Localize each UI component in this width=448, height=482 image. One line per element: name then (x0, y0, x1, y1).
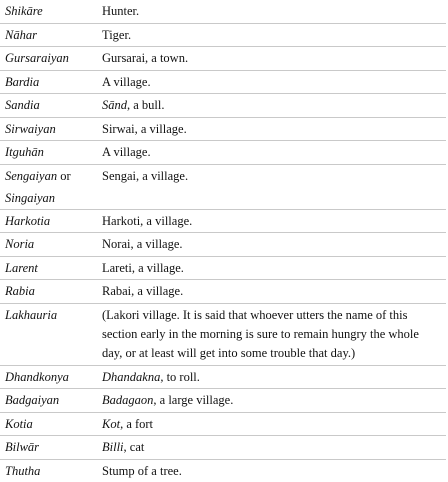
meaning-cell: Hunter. (102, 0, 446, 23)
meaning-cell: Sengai, a village. (102, 164, 446, 209)
meaning-cell (102, 412, 446, 436)
meaning-cell: Sirwai, a village. (102, 117, 446, 141)
term-cell: Bardia (0, 70, 102, 94)
meaning-rest: , a bull. (127, 98, 165, 112)
table-row (0, 70, 446, 94)
term-cell: Dhandkonya (0, 365, 102, 389)
meaning-cell (102, 436, 446, 460)
meaning-italic: Billi (102, 440, 124, 454)
term-cell: Nāhar (0, 23, 102, 47)
meaning-cell: (Lakori village. It is said that whoever utters the name of this section early in the morning is sure to remain hungry the whole day, or at least will get into some trouble that day.) (102, 303, 446, 365)
meaning-rest: , a fort (120, 416, 154, 431)
meaning-cell (102, 94, 446, 118)
table-row (0, 94, 446, 118)
meaning-cell: Norai, a village. (102, 233, 446, 257)
table-row (0, 389, 446, 413)
table-row (0, 459, 446, 482)
term-cell: Shikāre (0, 0, 102, 23)
term-cell: Larent (0, 256, 102, 280)
term-joiner: or (57, 168, 71, 183)
meaning-cell: A village. (102, 141, 446, 165)
table-row (0, 0, 446, 23)
meaning-italic: Sānd (102, 98, 127, 112)
table-row (0, 436, 446, 460)
meaning-italic: Dhandakna, (102, 369, 164, 384)
term-cell: Sandia (0, 94, 102, 118)
meaning-cell (102, 389, 446, 413)
meaning-cell: Stump of a tree. (102, 463, 182, 478)
term-cell: Gursaraiyan (0, 47, 102, 71)
meaning-cell: Rabai, a village. (102, 280, 446, 304)
table-row (0, 117, 446, 141)
meaning-cell: Harkoti, a village. (102, 209, 446, 233)
term-cell: Thutha (5, 463, 41, 478)
meaning-cell: Tiger. (102, 23, 446, 47)
term-cell: Itguhān (0, 141, 102, 165)
table-row (0, 209, 446, 233)
meaning-cell: Lareti, a village. (102, 256, 446, 280)
table-row (0, 412, 446, 436)
term-cell: Rabia (0, 280, 102, 304)
meaning-cell: Gursarai, a town. (102, 47, 446, 71)
meaning-cell: A village. (102, 70, 446, 94)
meaning-cell (102, 365, 446, 389)
meaning-rest: , cat (123, 440, 145, 454)
meaning-italic: Badagaon (102, 393, 154, 407)
term-cell: Harkotia (0, 209, 102, 233)
table-row (0, 233, 446, 257)
term-part-2: Singaiyan (5, 190, 55, 205)
table-row (0, 141, 446, 165)
term-cell: Lakhauria (0, 303, 102, 365)
term-cell: Sirwaiyan (0, 117, 102, 141)
term-cell: Badgaiyan (0, 389, 102, 413)
table-row (0, 164, 446, 209)
meaning-rest: , a large village. (153, 393, 234, 407)
table-row (0, 23, 446, 47)
term-cell (0, 164, 102, 209)
term-part-1: Sengaiyan (5, 168, 58, 183)
term-cell: Noria (0, 233, 102, 257)
meaning-italic: Kot (102, 416, 121, 431)
term-cell: Kotia (0, 412, 102, 436)
table-row (0, 365, 446, 389)
table-row (0, 280, 446, 304)
table-row (0, 256, 446, 280)
meaning-rest: to roll. (163, 369, 200, 384)
table-row (0, 303, 446, 365)
term-cell: Bilwār (0, 436, 102, 460)
table-row (0, 47, 446, 71)
